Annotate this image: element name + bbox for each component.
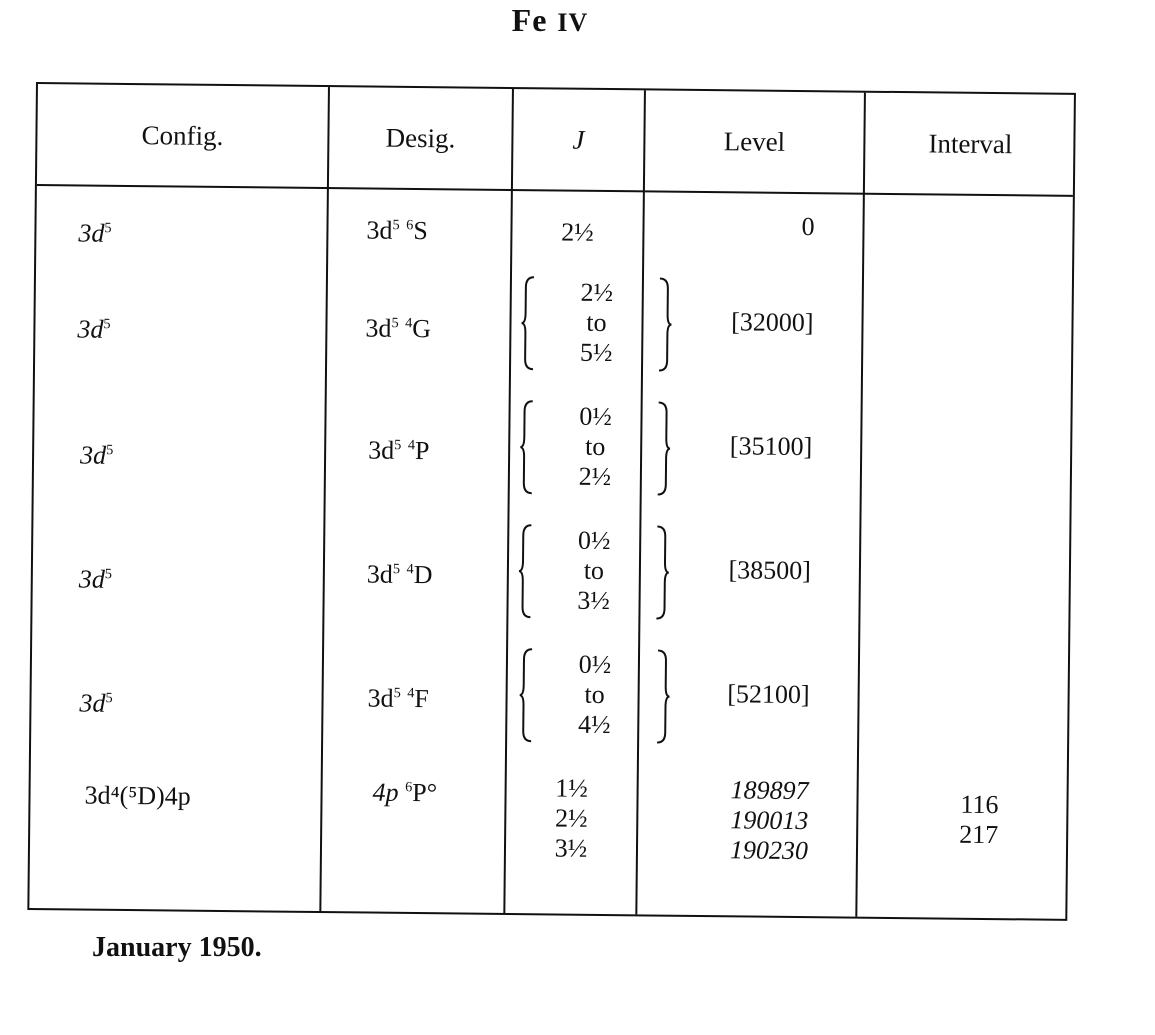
page-title [0,0,1100,43]
config-cell: $3d^5$ [78,564,113,594]
level-cell: [38500] [728,555,812,586]
desig-cell: $3d^5$ $^6$S [366,215,428,246]
desig-cell: $3d^5$ $^4$P [368,435,430,466]
level-cell: [52100] [727,679,810,710]
level-cell: [32000] [731,307,814,338]
config-cell: 3d⁴(⁵D)4p [84,780,191,811]
config-cell: $3d^5$ [77,314,111,344]
desig-cell: $3d^5$ $^4$F [367,683,429,714]
j-range: 0½ to 3½ [518,523,669,621]
level-cell: 0 [801,212,815,242]
header-desig: Desig. [385,122,456,153]
j-cell: 2½ [561,217,594,247]
energy-level-table [27,82,1076,921]
j-range: 0½ to 2½ [520,399,671,497]
j-range: 0½ to 4½ [519,647,670,745]
desig-cell: $3d^5$ $^4$D [366,559,433,590]
j-range: 2½ to 5½ [521,275,672,373]
j-list: 1½ 2½ 3½ [554,773,589,863]
title-ion: IV [557,8,589,37]
header-config: Config. [141,119,224,151]
header-j: J [572,124,585,155]
interval-list: 116 217 [959,789,999,850]
desig-cell: 4p $^6$P° [372,777,438,808]
title-element: Fe [511,2,548,38]
config-cell: $3d^5$ [79,688,113,718]
level-list: 189897 190013 190230 [729,775,809,866]
header-level: Level [723,125,786,157]
footnote-date: January 1950. [92,932,262,963]
config-cell: $3d^5$ [79,440,114,470]
column-divider [319,87,330,911]
level-cell: [35100] [729,431,813,462]
desig-cell: $3d^5$ $^4$G [365,313,432,344]
config-cell: $3d^5$ [78,218,112,248]
header-interval: Interval [928,127,1013,159]
